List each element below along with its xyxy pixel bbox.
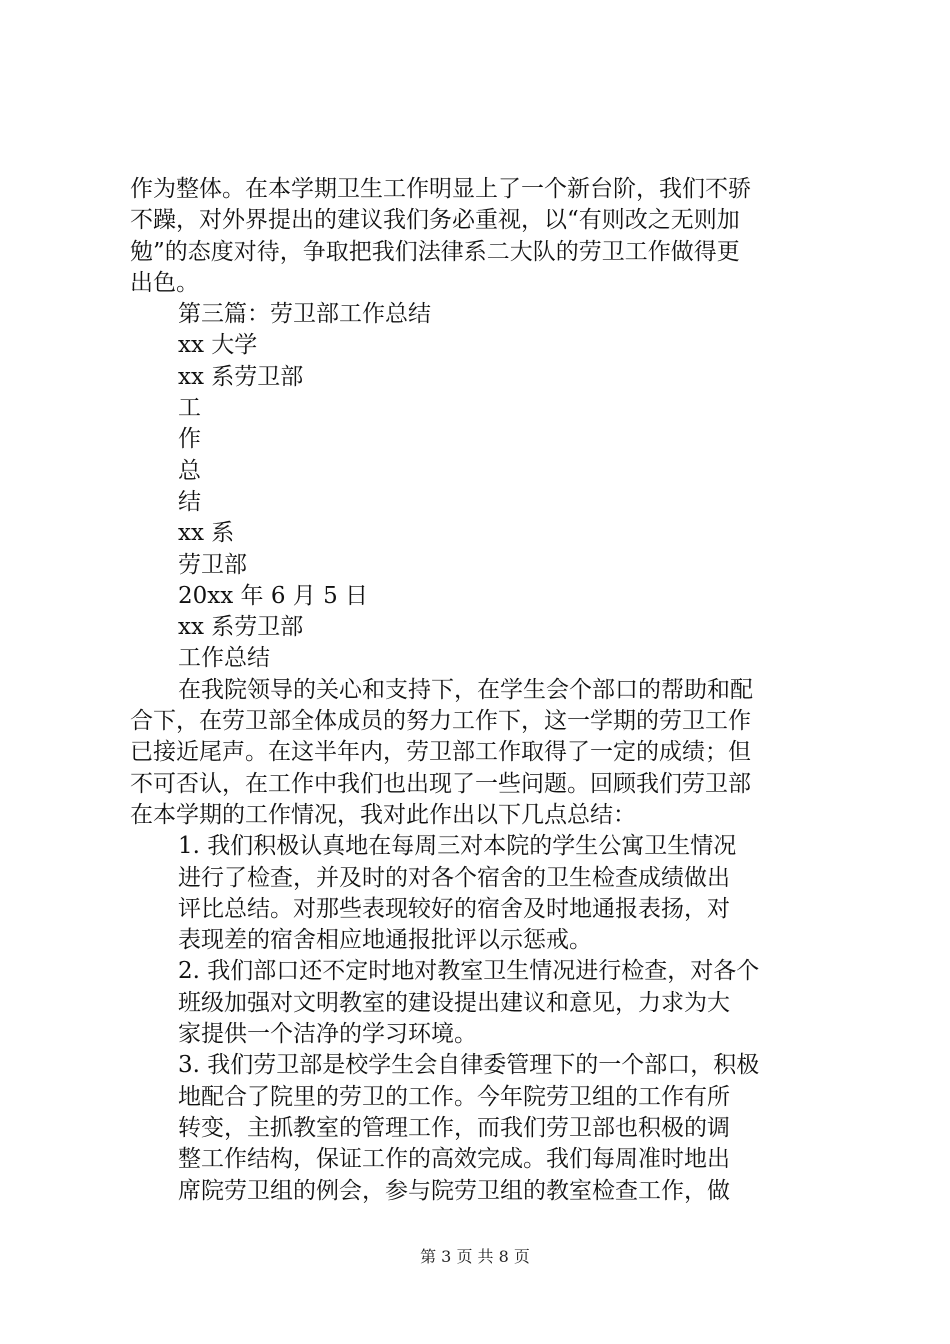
text-line: 20xx 年 6 月 5 日 xyxy=(178,582,369,609)
text-line: 作 xyxy=(178,426,201,453)
text-line: 评比总结。对那些表现较好的宿舍及时地通报表扬，对 xyxy=(178,895,730,922)
text-line: 在本学期的工作情况，我对此作出以下几点总结： xyxy=(130,801,636,828)
text-line: 结 xyxy=(178,488,201,515)
text-line: 家提供一个洁净的学习环境。 xyxy=(178,1021,477,1048)
text-line: 整工作结构，保证工作的高效完成。我们每周准时地出 xyxy=(178,1146,730,1173)
text-line: 2. 我们部口还不定时地对教室卫生情况进行检查，对各个 xyxy=(178,958,760,985)
text-line: 第三篇：劳卫部工作总结 xyxy=(178,301,431,328)
page-footer: 第 3 页 共 8 页 xyxy=(420,1247,530,1266)
text-line: xx 大学 xyxy=(178,332,258,359)
text-line: 合下，在劳卫部全体成员的努力工作下，这一学期的劳卫工作 xyxy=(130,708,751,735)
text-line: 不可否认，在工作中我们也出现了一些问题。回顾我们劳卫部 xyxy=(130,770,751,797)
text-line: 勉”的态度对待，争取把我们法律系二大队的劳卫工作做得更 xyxy=(130,238,740,265)
text-line: 总 xyxy=(178,457,201,484)
text-line: 已接近尾声。在这半年内，劳卫部工作取得了一定的成绩；但 xyxy=(130,739,751,766)
text-line: 进行了检查，并及时的对各个宿舍的卫生检查成绩做出 xyxy=(178,864,730,891)
text-line: xx 系劳卫部 xyxy=(178,363,304,390)
text-line: 出色。 xyxy=(130,269,199,296)
text-line: 席院劳卫组的例会，参与院劳卫组的教室检查工作，做 xyxy=(178,1177,730,1204)
text-line: 地配合了院里的劳卫的工作。今年院劳卫组的工作有所 xyxy=(178,1083,730,1110)
text-line: xx 系 xyxy=(178,520,235,547)
text-line: xx 系劳卫部 xyxy=(178,614,304,641)
document-body xyxy=(130,174,830,1207)
text-line: 表现差的宿舍相应地通报批评以示惩戒。 xyxy=(178,927,592,954)
text-line: 转变，主抓教室的管理工作，而我们劳卫部也积极的调 xyxy=(178,1114,730,1141)
text-line: 1. 我们积极认真地在每周三对本院的学生公寓卫生情况 xyxy=(178,833,737,860)
text-line: 作为整体。在本学期卫生工作明显上了一个新台阶，我们不骄 xyxy=(130,176,751,202)
text-line: 劳卫部 xyxy=(178,551,247,578)
text-line: 3. 我们劳卫部是校学生会自律委管理下的一个部口，积极 xyxy=(178,1052,760,1079)
text-line: 工作总结 xyxy=(178,645,270,672)
text-line: 在我院领导的关心和支持下，在学生会个部口的帮助和配 xyxy=(178,676,753,703)
text-line: 班级加强对文明教室的建设提出建议和意见，力求为大 xyxy=(178,989,730,1016)
text-line: 不躁，对外界提出的建议我们务必重视，以“有则改之无则加 xyxy=(130,207,740,234)
text-line: 工 xyxy=(178,395,201,422)
